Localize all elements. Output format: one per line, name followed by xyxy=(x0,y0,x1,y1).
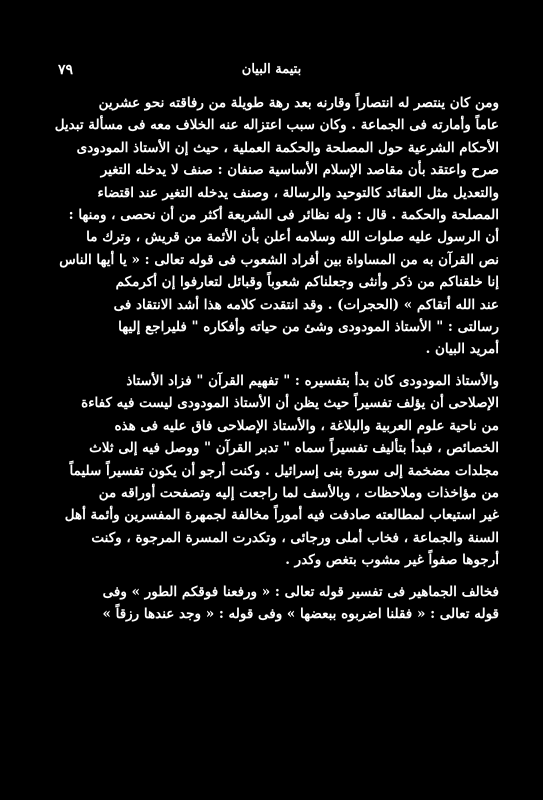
text-line: نص القرآن به من المساواة بين أفراد الشعوب فى قوله تعالى : « يا أيها الناس xyxy=(59,251,499,268)
paragraph-2 xyxy=(54,370,499,572)
text-line: والتعديل مثل العقائد كالتوحيد والرسالة ، وصنف يدخله التغير عند اقتضاء xyxy=(97,184,499,201)
text-line: مجلدات مضخمة إلى سورة بنى إسرائيل . وكنت أرجو أن يكون تفسيراً سليماً xyxy=(69,462,499,479)
text-line: فخالف الجماهير فى تفسير قوله تعالى : « ورفعنا فوقكم الطور » وفى xyxy=(102,583,499,600)
text-line: عند الله أتقاكم » (الحجرات) . وقد انتقدت كلامه هذا أشد الانتقاد فى xyxy=(113,296,499,313)
text-line: صرح واعتقد بأن مقاصد الإسلام الأساسية صنفان : صنف لا يدخله التغير xyxy=(100,162,499,179)
running-title: بتيمة البيان xyxy=(241,62,302,77)
text-line: قوله تعالى : « فقلنا اضربوه ببعضها » وفى قوله : « وجد عندها رزقاً » xyxy=(102,605,499,622)
text-line: أرجوها صفواً غير مشوب بتغص وكدر . xyxy=(285,552,499,569)
text-line: المصلحة والحكمة . قال : وله نظائر فى الشريعة أكثر من أن نحصى ، ومنها : xyxy=(68,207,499,224)
text-line: إنا خلقناكم من ذكر وأنثى وجعلناكم شعوباً وقبائل لتعارفوا إن أكرمكم xyxy=(115,274,499,291)
paragraph-3 xyxy=(54,581,499,626)
text-line: السنة والجماعة ، فخاب أملى ورجائى ، وتكدرت المسرة المرجوة ، وكنت xyxy=(91,529,499,546)
body-text xyxy=(54,92,499,625)
text-line: غير استيعاب لمطالعته صادفت فيه أموراً مخالفة لجمهرة المفسرين وأئمة أهل xyxy=(64,507,499,524)
page-header xyxy=(58,62,485,86)
text-line: الإصلاحى أن يؤلف تفسيراً حيث يظن أن الأستاذ المودودى ليست فيه كفاءة xyxy=(81,395,499,412)
text-line: من مؤاخذات وملاحظات ، وبالأسف لما راجعت إليه وتصفحت أوراقه من xyxy=(98,484,499,501)
page-number: ٧٩ xyxy=(58,62,74,78)
text-line: من ناحية علوم العربية والبلاغة ، والأستاذ الإصلاحى فاق عليه فى هذه xyxy=(114,417,499,434)
text-line: الخصائص ، فبدأ بتأليف تفسيراً سماه " تدبر القرآن " ووصل فيه إلى ثلاث xyxy=(89,440,499,457)
text-line: أن الرسول عليه صلوات الله وسلامه أعلن بأن الأئمة من قريش ، وترك ما xyxy=(86,229,499,246)
text-line: ومن كان ينتصر له انتصاراً وقارنه بعد رهة طويلة من رفاقته نحو عشرين xyxy=(98,95,499,111)
text-line: الأحكام الشرعية حول المصلحة والحكمة العملية ، حيث إن الأستاذ المودودى xyxy=(76,139,499,156)
text-line: أمريد البيان . xyxy=(425,341,499,358)
text-line: عاماً وأمارته فى الجماعة . وكان سبب اعتزاله عنه الخلاف معه فى مسألة تبديل xyxy=(54,117,499,134)
text-line: رسالتى : " الأستاذ المودودى وشئ من حياته وأفكاره " فليراجع إليها xyxy=(118,319,499,336)
paragraph-1 xyxy=(54,92,499,361)
text-line: والأستاذ المودودى كان بدأ بتفسيره : " تفهيم القرآن " فزاد الأستاذ xyxy=(126,372,499,389)
